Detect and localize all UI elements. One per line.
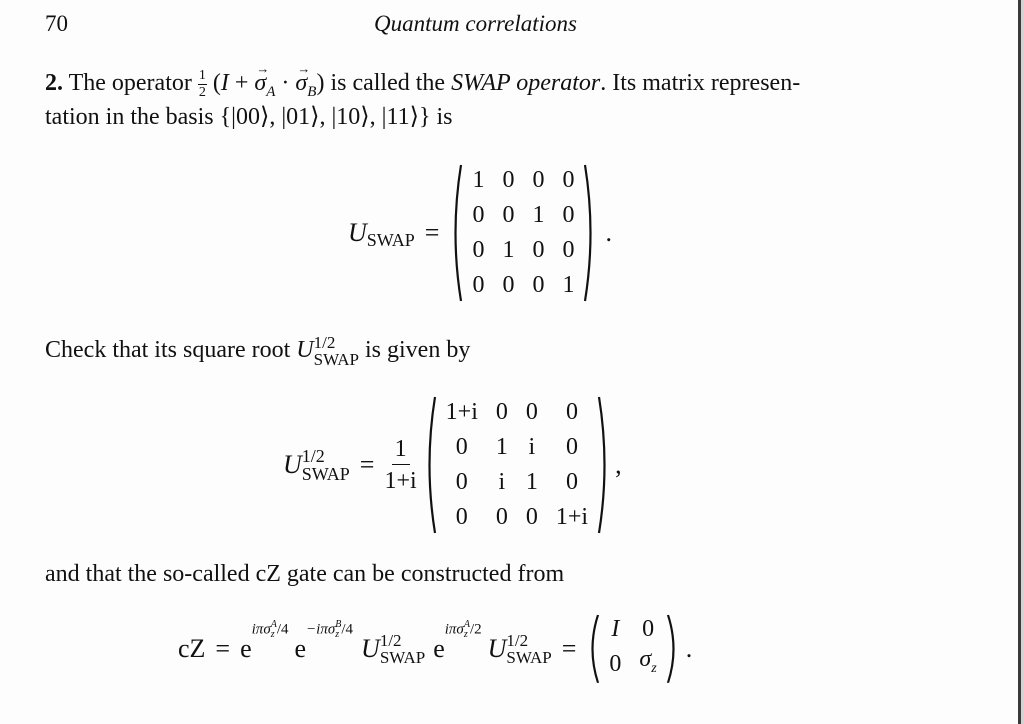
sup-sub-stack (380, 632, 425, 666)
sigma: σ (295, 70, 308, 96)
matrix-table (463, 163, 583, 303)
identity-symbol: I (220, 70, 229, 96)
sup: B (335, 619, 342, 630)
text: Check that its square root (45, 337, 291, 363)
equation-sqrt-swap (283, 395, 622, 535)
period: . (605, 218, 612, 247)
right-paren (666, 614, 680, 684)
u-symbol: U (283, 450, 302, 479)
frac-den: 1+i (384, 468, 417, 494)
matrix-row (463, 198, 583, 233)
exp: iπσ (251, 621, 271, 638)
prefactor-fraction (384, 436, 416, 495)
swap-subscript: SWAP (366, 229, 415, 250)
matrix-cell: 0 (565, 434, 578, 460)
sub: z (270, 629, 275, 640)
exp-base: e (240, 633, 252, 663)
sqrt-swap-matrix (423, 395, 611, 535)
sub: z (463, 629, 468, 640)
comma: , (615, 450, 622, 479)
left-paren (449, 163, 463, 303)
matrix-cell: 0 (562, 167, 575, 193)
dot: · (281, 70, 290, 96)
matrix-table (437, 395, 597, 535)
right-paren (597, 395, 611, 535)
matrix-cell: 0 (472, 272, 485, 298)
paren-open: ( (212, 70, 221, 96)
problem-number: 2. (45, 70, 63, 96)
matrix-row (600, 644, 665, 684)
matrix-cell: 0 (495, 504, 508, 530)
text: is given by (364, 337, 471, 363)
matrix-table (600, 614, 665, 684)
right-paren (583, 163, 597, 303)
fraction-one-half (198, 69, 207, 100)
matrix-cell: 1 (502, 237, 515, 263)
matrix-cell: 0 (532, 272, 545, 298)
matrix-cell: 1 (495, 434, 508, 460)
sup-sub-stack (302, 447, 350, 483)
equals: = (424, 218, 440, 247)
tail: /4 (341, 621, 354, 638)
cz-symbol: cZ (178, 633, 206, 663)
matrix-cell: $\sigma_z$ (639, 646, 657, 676)
sub: z (335, 629, 340, 640)
sigma: σ (254, 70, 267, 96)
matrix-row (437, 430, 597, 465)
matrix-cell: 0 (609, 650, 622, 677)
matrix-cell: 0 (562, 202, 575, 228)
matrix-cell: 0 (562, 237, 575, 263)
equals: = (215, 633, 231, 663)
sup: A (270, 619, 277, 630)
matrix-cell: 1 (525, 469, 538, 495)
matrix-cell: 1+i (445, 399, 478, 425)
left-paren (586, 614, 600, 684)
sub: SWAP (506, 647, 552, 667)
matrix-cell: 0 (495, 399, 508, 425)
sup-sub-stack (506, 632, 551, 666)
equation-cz (178, 614, 692, 684)
sub-b: B (307, 83, 317, 100)
matrix-row (463, 233, 583, 268)
matrix-cell: 0 (455, 434, 468, 460)
frac-num: 1 (198, 67, 206, 83)
sup: 1/2 (301, 446, 325, 466)
matrix-row (463, 163, 583, 198)
matrix-cell: 0 (565, 469, 578, 495)
equation-uswap (348, 163, 612, 303)
matrix-cell: 0 (502, 167, 515, 193)
u-symbol: U (296, 337, 314, 363)
exponent-3 (445, 620, 482, 640)
matrix-cell: 1 (472, 167, 485, 193)
matrix-cell: 1 (532, 202, 545, 228)
matrix-cell: 0 (502, 272, 515, 298)
problem-line-2: tation in the basis {|00⟩, |01⟩, |10⟩, |11⟩} is (45, 104, 453, 130)
plus: + (234, 70, 249, 96)
exp-base: e (433, 633, 445, 663)
sub-a: A (266, 83, 276, 100)
left-paren (423, 395, 437, 535)
text: The operator (68, 70, 192, 96)
sup-sub-stack (314, 334, 359, 368)
running-title: Quantum correlations (374, 11, 577, 36)
page-number: 70 (45, 11, 68, 36)
tail: /2 (469, 621, 482, 638)
matrix-cell: i (498, 469, 506, 495)
matrix-cell: I (611, 616, 620, 642)
exponent-1 (252, 620, 289, 640)
matrix-row (437, 500, 597, 535)
period: . (685, 633, 693, 663)
frac-den: 2 (198, 84, 206, 100)
matrix-cell: 0 (502, 202, 515, 228)
frac-num: 1 (392, 436, 410, 465)
tail: /4 (276, 621, 289, 638)
exp: iπσ (444, 621, 464, 638)
matrix-cell: i (528, 434, 536, 460)
matrix-cell: 1 (562, 272, 575, 298)
exp: −iπσ (306, 621, 336, 638)
exponent-2 (306, 620, 353, 640)
equals: = (359, 450, 375, 479)
text: is called the (330, 70, 446, 96)
sub: SWAP (313, 350, 359, 370)
text: . Its matrix represen- (600, 70, 801, 96)
paren-close: ) (316, 70, 325, 96)
matrix-cell: 0 (532, 167, 545, 193)
sub: SWAP (379, 647, 426, 667)
matrix-cell: 0 (472, 202, 485, 228)
sup: A (463, 619, 470, 630)
sup: 1/2 (313, 333, 336, 353)
swap-matrix (449, 163, 597, 303)
u-symbol: U (361, 633, 380, 663)
cz-sentence: and that the so-called cZ gate can be constructed from (45, 561, 565, 587)
sup: 1/2 (379, 630, 402, 650)
matrix-cell: 1+i (555, 504, 589, 530)
matrix-cell: 0 (455, 504, 468, 530)
matrix-cell: 0 (642, 616, 655, 642)
matrix-cell: 0 (472, 237, 485, 263)
u-symbol: U (348, 218, 367, 247)
cz-matrix (586, 614, 679, 684)
matrix-cell: 0 (565, 399, 578, 425)
matrix-row (437, 395, 597, 430)
matrix-row (600, 614, 665, 644)
matrix-cell: 0 (455, 469, 468, 495)
matrix-row (437, 465, 597, 500)
exp-base: e (294, 633, 307, 663)
swap-operator-term: SWAP operator (451, 70, 601, 96)
u-symbol: U (487, 633, 507, 663)
matrix-row (463, 268, 583, 303)
sup: 1/2 (506, 630, 529, 650)
matrix-cell: 0 (525, 399, 538, 425)
equals: = (561, 633, 577, 663)
sub: SWAP (301, 464, 350, 484)
check-sentence (45, 333, 470, 368)
matrix-cell: 0 (525, 504, 538, 530)
matrix-cell: 0 (532, 237, 545, 263)
